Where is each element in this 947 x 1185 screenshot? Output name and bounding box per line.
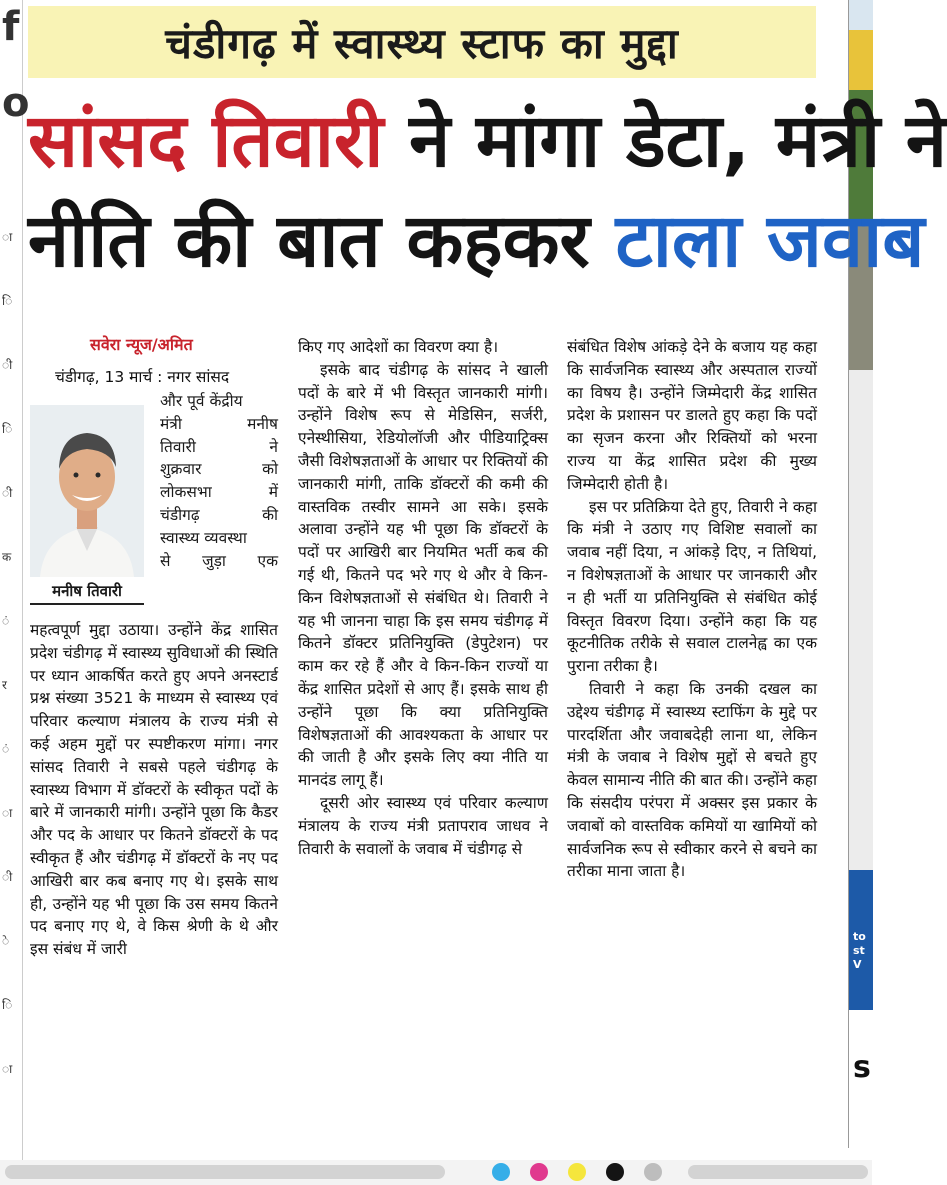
headline-blue-part: टाला जवाब	[615, 198, 925, 284]
right-strip-glyph: to	[853, 930, 866, 943]
float-word: को	[262, 460, 278, 479]
float-word: शुक्रवार	[160, 460, 202, 479]
article-column-1	[30, 619, 278, 961]
left-strip-glyph: क	[2, 550, 12, 564]
right-strip-glyph: s	[853, 1050, 871, 1085]
float-word: मंत्री	[160, 414, 182, 433]
portrait-photo	[30, 405, 144, 577]
float-line	[160, 504, 278, 527]
float-word: ने	[269, 437, 278, 456]
float-word: स्वास्थ्य व्यवस्था	[160, 528, 247, 547]
float-line	[160, 390, 278, 413]
column-2-paragraph-1: किए गए आदेशों का विवरण क्या है।	[298, 338, 499, 356]
registration-dot	[568, 1163, 586, 1181]
column-3-paragraph-2: इस पर प्रतिक्रिया देते हुए, तिवारी ने कहा कि मंत्री ने उठाए गए विशिष्ट सवालों का जवाब नहीं दिया, न आंकड़े दिए, न तिथियां, न विशेषज्ञताओं के आधार पर जानकारी और न ही भर्ती या प्रतिनियुक्ति से संबंधित कोई विस्तृत विवरण दिया। उन्होंने कहा कि यह कूटनीतिक तरीके से सवाल टालनेह्व का एक पुराना तरीका है।	[567, 497, 817, 676]
column-2-paragraph-2: इसके बाद चंडीगढ़ के सांसद ने खाली पदों के बारे में भी विस्तृत जानकारी मांगी। उन्होंने विशेष रूप से मेडिसिन, सर्जरी, एनेस्थीसिया, रेडियोलॉजी और पीडियाट्रिक्स जैसी विशेषज्ञताओं के आधार पर रिक्तियों की जानकारी मांगी, ताकि डॉक्टरों की कमी की वास्तविक तस्वीर सामने आ सके। इसके अलावा उन्होंने यह भी पूछा कि डॉक्टरों के पदों पर आखिरी बार नियमित भर्ती कब की गई थी, कितने पद भरे गए थे और वे किन-किन विशेषज्ञताओं से संबंधित थे। तिवारी ने यह भी जानना चाहा कि इस समय चंडीगढ़ में कितने डॉक्टर प्रतिनियुक्ति (डेपुटेशन) पर काम कर रहे हैं और वे किन-किन राज्यों या केंद्र शासित प्रदेशों से आए हैं। इसके साथ ही उन्होंने पूछा कि क्या प्रतिनियुक्ति विशेषज्ञताओं की आवश्यकता के आधार पर की जाती है और इसके लिए क्या नीति या मानदंड लागू हैं।	[298, 360, 548, 790]
article-column-3	[567, 336, 817, 883]
kicker-banner	[28, 6, 816, 78]
kicker-text: चंडीगढ़ में स्वास्थ्य स्टाफ का मुद्दा	[165, 18, 679, 68]
float-word: से	[160, 551, 171, 570]
registration-bar-right	[688, 1165, 868, 1179]
headline-black-part-2: नीति की बात कहकर	[28, 198, 616, 284]
float-word: और पूर्व केंद्रीय	[160, 392, 243, 410]
left-strip-glyph: र	[2, 678, 7, 692]
byline: सवेरा न्यूज/अमित	[90, 335, 193, 354]
headline-line-2	[28, 198, 925, 284]
float-word: लोकसभा	[160, 483, 212, 502]
float-word: तिवारी	[160, 437, 196, 456]
photo-caption: मनीष तिवारी	[30, 581, 144, 605]
portrait-illustration	[30, 405, 144, 577]
dateline: चंडीगढ़, 13 मार्च : नगर सांसद	[55, 368, 230, 386]
column-1-paragraph: महत्वपूर्ण मुद्दा उठाया। उन्होंने केंद्र शासित प्रदेश चंडीगढ़ में स्वास्थ्य सुविधाओं की स्थिति पर ध्यान आकर्षित करते हुए अपने अनस्टार्ड प्रश्न संख्या 3521 के माध्यम से स्वास्थ्य एवं परिवार कल्याण मंत्रालय के राज्य मंत्री से कई अहम मुद्दों पर स्पष्टीकरण मांगा। नगर सांसद तिवारी ने सबसे पहले चंडीगढ़ के स्वास्थ्य विभाग में डॉक्टरों के स्वीकृत पदों के बारे में जानकारी मांगी। उन्होंने पूछा कि कैडर और पद के आधार पर कितने डॉक्टरों के पद स्वीकृत हैं और चंडीगढ़ में डॉक्टरों के नए पद आखिरी बार कब बनाए गए थे। इसके साथ ही, उन्होंने यह भी पूछा कि उस समय कितने पद बनाए गए थे, वे किस श्रेणी के थे और इस संबंध में जारी	[30, 621, 278, 959]
float-word: चंडीगढ़	[160, 505, 200, 524]
float-line	[160, 550, 278, 573]
float-line	[160, 413, 278, 436]
float-line	[160, 436, 278, 459]
float-line	[160, 527, 278, 550]
float-line	[160, 458, 278, 481]
float-word: में	[268, 483, 278, 502]
left-strip-glyph: ी	[2, 358, 13, 372]
registration-dot	[530, 1163, 548, 1181]
right-strip-glyph: st	[853, 944, 865, 957]
left-strip-glyph: ं	[2, 742, 10, 756]
left-strip-glyph: ि	[2, 294, 13, 308]
adjacent-page-left: f o ा ि ी ि ी क ं र ं ा ी े ि ा	[0, 0, 23, 1160]
left-strip-glyph: ि	[2, 422, 13, 436]
article-column-2	[298, 336, 548, 860]
left-strip-glyph: ि	[2, 998, 13, 1012]
left-strip-glyph: ं	[2, 614, 10, 628]
registration-dot	[606, 1163, 624, 1181]
registration-dot	[492, 1163, 510, 1181]
left-strip-glyph: ी	[2, 870, 13, 884]
column-3-paragraph-1: संबंधित विशेष आंकड़े देने के बजाय यह कहा कि सार्वजनिक स्वास्थ्य और अस्पताल राज्यों का विषय है। उन्होंने जिम्मेदारी केंद्र शासित प्रदेश के प्रशासन पर डालते हुए कहा कि पदों का सृजन करना और रिक्तियों को भरना राज्य या केंद्र शासित प्रदेश की मुख्य जिम्मेदारी होती है।	[567, 338, 817, 493]
float-text-column	[160, 390, 278, 572]
left-strip-glyph: ा	[2, 806, 13, 820]
left-strip-glyph: ी	[2, 486, 13, 500]
float-word: एक	[257, 551, 278, 570]
float-line	[160, 481, 278, 504]
left-strip-glyph: ा	[2, 230, 13, 244]
headline-black-part-1: ने मांगा डेटा, मंत्री ने	[383, 98, 947, 184]
float-word: जुड़ा	[202, 551, 226, 570]
print-registration-bar	[0, 1160, 872, 1185]
headline-red-part: सांसद तिवारी	[28, 98, 384, 184]
headline-line-1	[28, 98, 947, 184]
right-strip-glyph: V	[853, 958, 862, 971]
left-strip-glyph: े	[2, 934, 10, 948]
float-word: मनीष	[247, 414, 278, 433]
column-3-paragraph-3: तिवारी ने कहा कि उनकी दखल का उद्देश्य चंडीगढ़ में स्वास्थ्य स्टाफिंग के मुद्दे पर पारदर्शिता और जवाबदेही लाना था, लेकिन मंत्री के जवाब ने विशेष मुद्दों से बचते हुए केवल सामान्य नीति की बात की। उन्होंने कहा कि संसदीय परंपरा में अक्सर इस प्रकार के जवाबों को वास्तविक कमियों या खामियों को सार्वजनिक रूप से स्वीकार करने से बचने का तरीका माना जाता है।	[567, 679, 817, 881]
registration-bar-left	[5, 1165, 445, 1179]
left-strip-glyph: ा	[2, 1062, 13, 1076]
registration-dot	[644, 1163, 662, 1181]
float-word: की	[262, 505, 278, 524]
column-2-paragraph-3: दूसरी ओर स्वास्थ्य एवं परिवार कल्याण मंत्रालय के राज्य मंत्री प्रतापराव जाधव ने तिवारी के सवालों के जवाब में चंडीगढ़ से	[298, 793, 548, 858]
